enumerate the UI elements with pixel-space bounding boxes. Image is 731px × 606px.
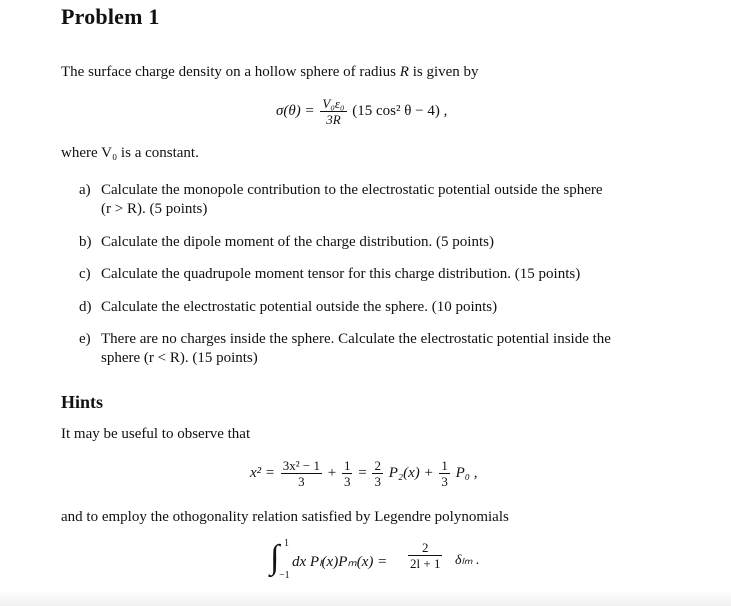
list-item	[79, 181, 603, 200]
eq1-numerator: V₀ε₀	[322, 96, 345, 111]
list-item	[79, 298, 497, 317]
eq2-f4-den: 3	[441, 474, 448, 489]
eq2-p2: P₂(x) +	[388, 464, 434, 481]
integral-upper-limit: 1	[284, 538, 289, 549]
eq2-plus: +	[327, 464, 337, 481]
eq2-f1-num: 3x² − 1	[282, 458, 321, 473]
eq1-rest: (15 cos² θ − 4) ,	[352, 102, 448, 119]
integral-sign: ∫	[270, 539, 280, 576]
eq2-f3-den: 3	[374, 474, 381, 489]
problem-title: Problem 1	[61, 4, 160, 29]
eq3-body: dx Pₗ(x)Pₘ(x) =	[292, 554, 388, 570]
list-item-text: Calculate the quadrupole moment tensor for this charge distribution. (15 points)	[101, 266, 581, 282]
eq2-fraction-4	[439, 458, 450, 489]
intro-var: R	[399, 64, 409, 80]
eq2-fraction-2	[342, 458, 353, 489]
eq1-denominator: 3R	[320, 111, 346, 127]
list-item-text: Calculate the dipole moment of the charge distribution. (5 points)	[101, 234, 494, 250]
intro-text-before: The surface charge density on a hollow sphere of radius	[61, 64, 400, 80]
intro-text-after: is given by	[408, 64, 479, 80]
integral-lower-limit: −1	[279, 570, 290, 581]
list-item-continuation: (r > R). (5 points)	[101, 201, 208, 217]
eq2-p0: P₀ ,	[455, 464, 478, 481]
list-item-label: d)	[79, 299, 92, 315]
eq2-fraction-1	[281, 458, 322, 489]
list-item-text: There are no charges inside the sphere. Calculate the electrostatic potential inside the	[101, 331, 611, 347]
hints-heading: Hints	[61, 392, 104, 412]
eq2-f4-num: 1	[441, 458, 448, 473]
eq3-delta: δₗₘ .	[455, 553, 480, 568]
list-item	[79, 265, 580, 284]
page-bottom-shade	[0, 590, 731, 606]
list-item-text: Calculate the electrostatic potential outside the sphere. (10 points)	[101, 299, 498, 315]
eq2-f2-den: 3	[343, 474, 351, 489]
eq2-f2-num: 1	[343, 458, 351, 473]
eq3-den: 2l + 1	[410, 556, 441, 571]
eq2-f3-num: 2	[374, 458, 381, 473]
list-item-label: e)	[79, 331, 91, 347]
equation-charge-density	[276, 96, 447, 127]
eq1-fraction	[320, 96, 346, 127]
list-item	[79, 330, 611, 349]
list-item-continuation: sphere (r < R). (15 points)	[101, 350, 258, 366]
eq2-f1-den: 3	[281, 473, 322, 489]
intro-text	[61, 63, 479, 82]
list-item-label: b)	[79, 234, 92, 250]
eq2-fraction-3	[372, 458, 383, 489]
list-item-label: c)	[79, 266, 91, 282]
list-item-label: a)	[79, 182, 91, 198]
eq3-fraction	[408, 540, 442, 571]
eq2-lhs: x² =	[250, 464, 276, 481]
eq3-num: 2	[421, 540, 429, 555]
list-item-text: Calculate the monopole contribution to the electrostatic potential outside the sphere	[101, 182, 603, 198]
where-text: where V₀ is a constant.	[61, 145, 199, 161]
eq2-equals: =	[358, 464, 367, 481]
equation-x-squared	[250, 458, 478, 489]
hint-intro-text: It may be useful to observe that	[61, 426, 251, 442]
list-item	[79, 233, 494, 252]
hint-middle-text: and to employ the othogonality relation satisfied by Legendre polynomials	[61, 509, 509, 525]
eq1-lhs: σ(θ) =	[276, 102, 315, 119]
